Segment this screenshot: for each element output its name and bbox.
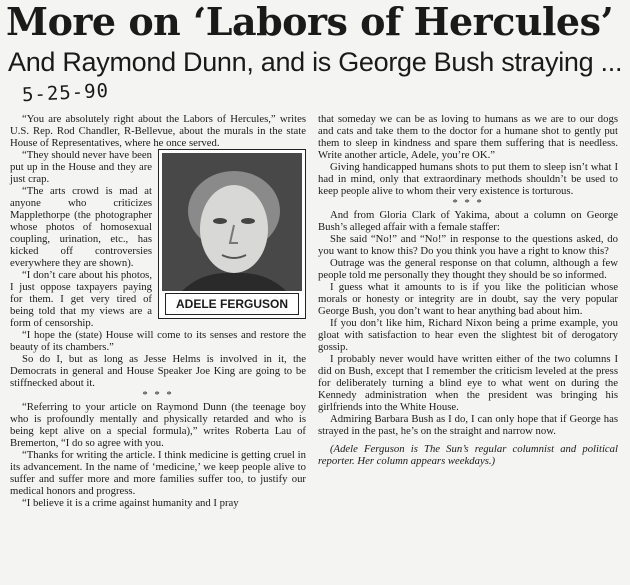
paragraph: If you don’t like him, Richard Nixon being a prime example, you gloat with satisfaction to hear even the slightest bit of derogatory gossip. xyxy=(318,317,618,353)
author-footnote: (Adele Ferguson is The Sun’s regular columnist and political reporter. Her column appears weekdays.) xyxy=(318,443,618,467)
section-separator: * * * xyxy=(452,197,484,209)
paragraph: She said “No!” and “No!” in response to the questions asked, do you want to know this? Do you think you have a right to know this? xyxy=(318,233,618,257)
paragraph: “Thanks for writing the article. I think medicine is getting cruel in its advancement. In the name of ‘medicine,’ we keep people alive to suffer and suffer more and more families suffer too, to justify our medical honors and progress. xyxy=(10,449,306,497)
photo-caption: ADELE FERGUSON xyxy=(165,293,299,315)
columnist-photo xyxy=(158,149,306,319)
paragraph: “You are absolutely right about the Labors of Hercules,” writes U.S. Rep. Rod Chandler, R-Bellevue, about the murals in the state House of Representatives, where he once served. xyxy=(10,113,306,149)
paragraph: “Referring to your article on Raymond Dunn (the teenage boy who is profoundly mentally and physically retarded and who is being kept alive on a special formula),” writes Roberta Lau of Bremerton, “I do so agree with you. xyxy=(10,401,306,449)
paragraph: “They should never have been put up in the House and they are just crap. xyxy=(10,149,152,185)
article-column-left xyxy=(10,113,306,509)
paragraph: Giving handicapped humans shots to put them to sleep isn’t what I had in mind, only that extraordinary methods shouldn’t be used to keep people alive to whom their very existence is torturous. xyxy=(318,161,618,197)
paragraph: I probably never would have written either of the two columns I did on Bush, except that I remember the criticism leveled at the press for deliberately turning a blind eye to what went on during the Kennedy administration when the president was bringing his girlfriends into the White House. xyxy=(318,353,618,413)
section-separator: * * * xyxy=(142,389,174,401)
paragraph: Admiring Barbara Bush as I do, I can only hope that if George has strayed in the past, he’s on the straight and narrow now. xyxy=(318,413,618,437)
handwritten-date: 5-25-90 xyxy=(21,79,110,107)
headline: More on ‘Labors of Hercules’ xyxy=(6,0,614,44)
paragraph: “The arts crowd is mad at anyone who criticizes Mapplethorpe (the photographer whose photos of homosexual coupling, urination, etc., has kicked off controversies everywhere they are shown). xyxy=(10,185,152,269)
subheadline: And Raymond Dunn, and is George Bush straying ... xyxy=(8,47,623,77)
paragraph: that someday we can be as loving to humans as we are to our dogs and cats and take them to the doctor for a humane shot to gently put them to sleep in kindness and spare them suffering that is needless. Write another article, Adele, you’re OK.” xyxy=(318,113,618,161)
article-column-right xyxy=(318,113,618,467)
paragraph: “I believe it is a crime against humanity and I pray xyxy=(22,497,239,509)
paragraph: I guess what it amounts to is if you like the politician whose morals or honesty or integrity are in doubt, say the very popular George Bush, you don’t want to hear anything bad about him. xyxy=(318,281,618,317)
paragraph: Outrage was the general response on that column, although a few people told me personally they thought they should be so informed. xyxy=(318,257,618,281)
paragraph: “I hope the (state) House will come to its senses and restore the beauty of its chambers.” xyxy=(10,329,306,353)
portrait-image xyxy=(162,153,302,291)
paragraph: And from Gloria Clark of Yakima, about a column on George Bush’s alleged affair with a female staffer: xyxy=(318,209,618,233)
paragraph: So do I, but as long as Jesse Helms is involved in it, the Democrats in general and House Speaker Joe King are going to be stiffnecked about it. xyxy=(10,353,306,389)
paragraph: “I don’t care about his photos, I just oppose taxpayers paying for them. I get very tired of being told that my views are a form of censorship. xyxy=(10,269,152,329)
